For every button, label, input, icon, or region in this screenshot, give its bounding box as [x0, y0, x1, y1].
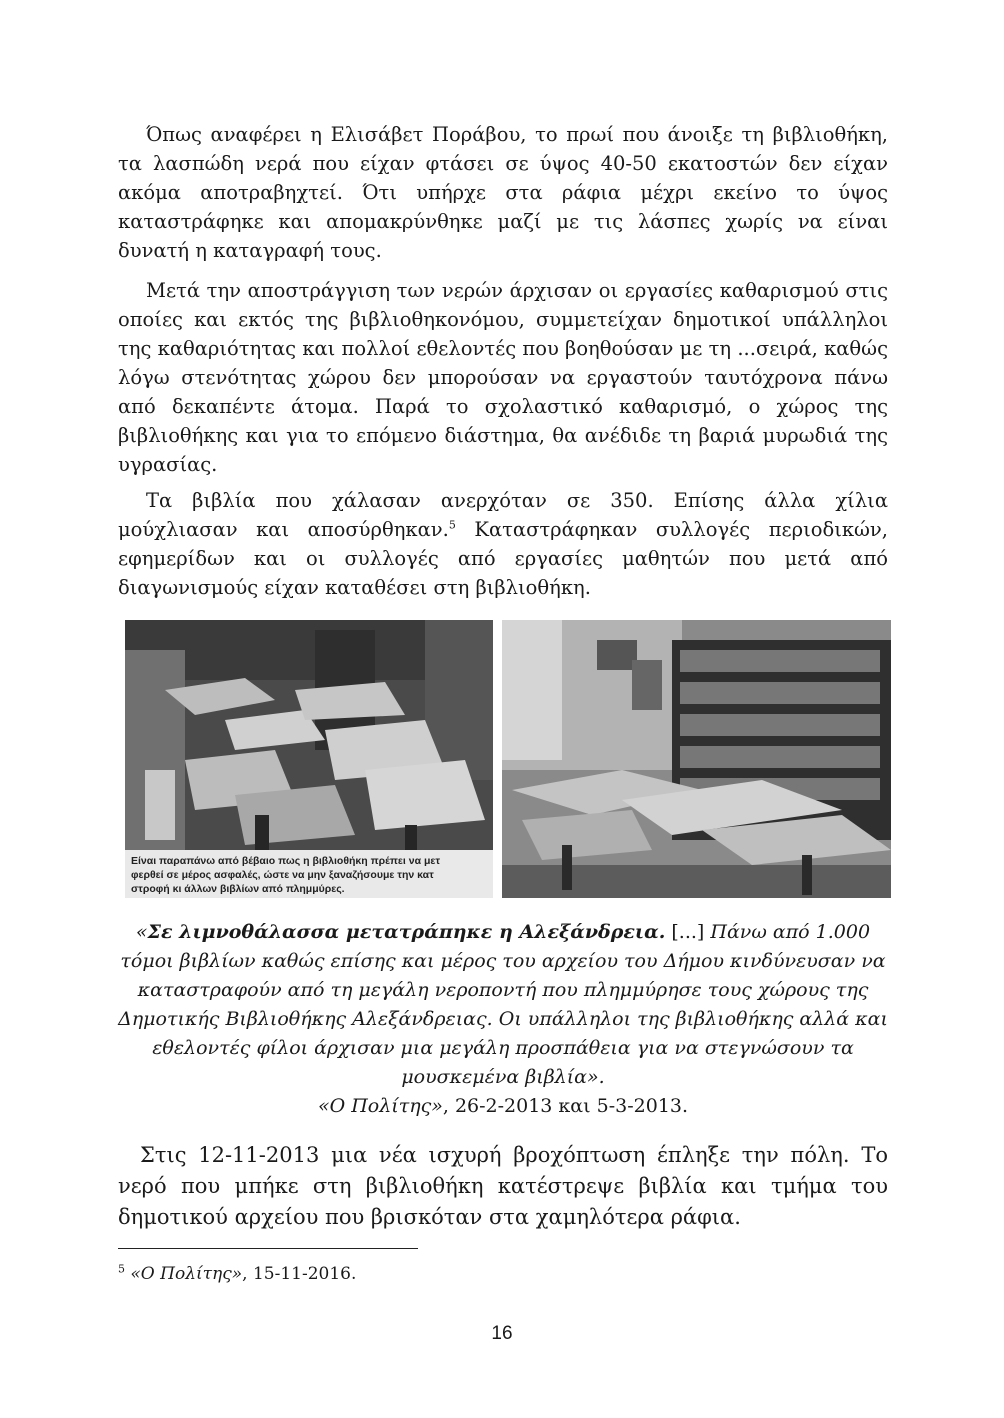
- newspaper-quote: [118, 918, 888, 1121]
- quote-headline: Σε λιμνοθάλασσα μετατράπηκε η Αλεξάνδρεια.: [147, 921, 666, 943]
- quote-open-mark: «: [135, 921, 148, 943]
- paragraph-4-text: Στις 12-11-2013 μια νέα ισχυρή βροχόπτωση έπληξε την πόλη. Το νερό που μπήκε στη βιβλιοθήκη κατέστρεψε βιβλία και τμήμα του δημοτικού αρχείου που βρισκόταν στα χαμηλότερα ράφια.: [118, 1143, 888, 1229]
- quote-close-mark: ».: [587, 1066, 605, 1088]
- footnote-separator: [118, 1248, 418, 1249]
- paragraph-1: [118, 120, 888, 265]
- library-interior-photo: [502, 620, 891, 898]
- quote-source-name: «Ο Πολίτης»: [317, 1095, 443, 1117]
- paragraph-1-text: Όπως αναφέρει η Ελισάβετ Ποράβου, το πρωί που άνοιξε τη βιβλιοθήκη, τα λασπώδη νερά που είχαν φτάσει σε ύψος 40-50 εκατοστών δεν είχαν ακόμα αποτραβηχτεί. Ότι υπήρχε στα ράφια μέχρι εκείνο το ύψος καταστράφηκε και απομακρύνθηκε μαζί με τις λάσπες χωρίς να είναι δυνατή η καταγραφή τους.: [118, 123, 888, 262]
- quote-ellipsis: [...]: [665, 921, 711, 943]
- paragraph-3: [118, 486, 888, 602]
- flooded-library-photo-right: [502, 620, 891, 898]
- footnote-reference: 5: [448, 518, 456, 532]
- newspaper-caption: Είναι παραπάνω από βέβαιο πως η βιβλιοθήκη πρέπει να μετ φερθεί σε μέρος ασφαλές, ώστε να μην ξαναζήσουμε την κατ στροφή κι άλλων βιβλίων από πλημμύρες.: [125, 850, 493, 898]
- footnote-date: , 15-11-2016.: [242, 1264, 357, 1284]
- paragraph-4: [118, 1140, 888, 1233]
- footnote: [118, 1262, 356, 1286]
- paragraph-3-text: [118, 486, 888, 602]
- footnote-source: «Ο Πολίτης»: [130, 1264, 243, 1284]
- quote-source-dates: , 26-2-2013 και 5-3-2013.: [442, 1095, 689, 1117]
- quote-body: Πάνω από 1.000 τόμοι βιβλίων καθώς επίσης και μέρος του αρχείου του Δήμου κινδύνευσαν να καταστραφούν από τη μεγάλη νεροποντή που πλημμύρησε τους χώρους της Δημοτικής Βιβλιοθήκης Αλεξάνδρειας. Οι υπάλληλοι της βιβλιοθήκης αλλά και εθελοντές φίλοι άρχισαν μια μεγάλη προσπάθεια για να στεγνώσουν τα μουσκεμένα βιβλία: [118, 921, 888, 1088]
- page-number: 16: [491, 1323, 513, 1344]
- footnote-number: 5: [118, 1262, 125, 1276]
- newspaper-clipping-photo: [125, 620, 493, 898]
- paragraph-2-text: Μετά την αποστράγγιση των νερών άρχισαν οι εργασίες καθαρισμού στις οποίες και εκτός της βιβλιοθηκονόμου, συμμετείχαν δημοτικοί υπάλληλοι της καθαριότητας και πολλοί εθελοντές που βοηθούσαν με τη ...σειρά, καθώς λόγω στενότητας χώρου δεν μπορούσαν να εργαστούν ταυτόχρονα πάνω από δεκαπέντε άτομα. Παρά το σχολαστικό καθαρισμό, ο χώρος της βιβλιοθήκης και για το επόμενο διάστημα, θα ανέδιδε τη βαριά μυρωδιά της υγρασίας.: [118, 279, 888, 476]
- paragraph-2: [118, 276, 888, 479]
- flooded-library-photo-left: [125, 620, 493, 850]
- paragraph-3-part-1: Τα βιβλία που χάλασαν ανερχόταν σε 350. Επίσης άλλα χίλια μούχλιασαν και αποσύρθηκαν.: [118, 489, 888, 541]
- photo-row: [125, 620, 891, 898]
- paragraph-3-part-2: Καταστράφηκαν συλλογές περιοδικών, εφημερίδων και οι συλλογές από εργασίες μαθητών που μετά από διαγωνισμούς είχαν καταθέσει στη βιβλιοθήκη.: [118, 518, 888, 599]
